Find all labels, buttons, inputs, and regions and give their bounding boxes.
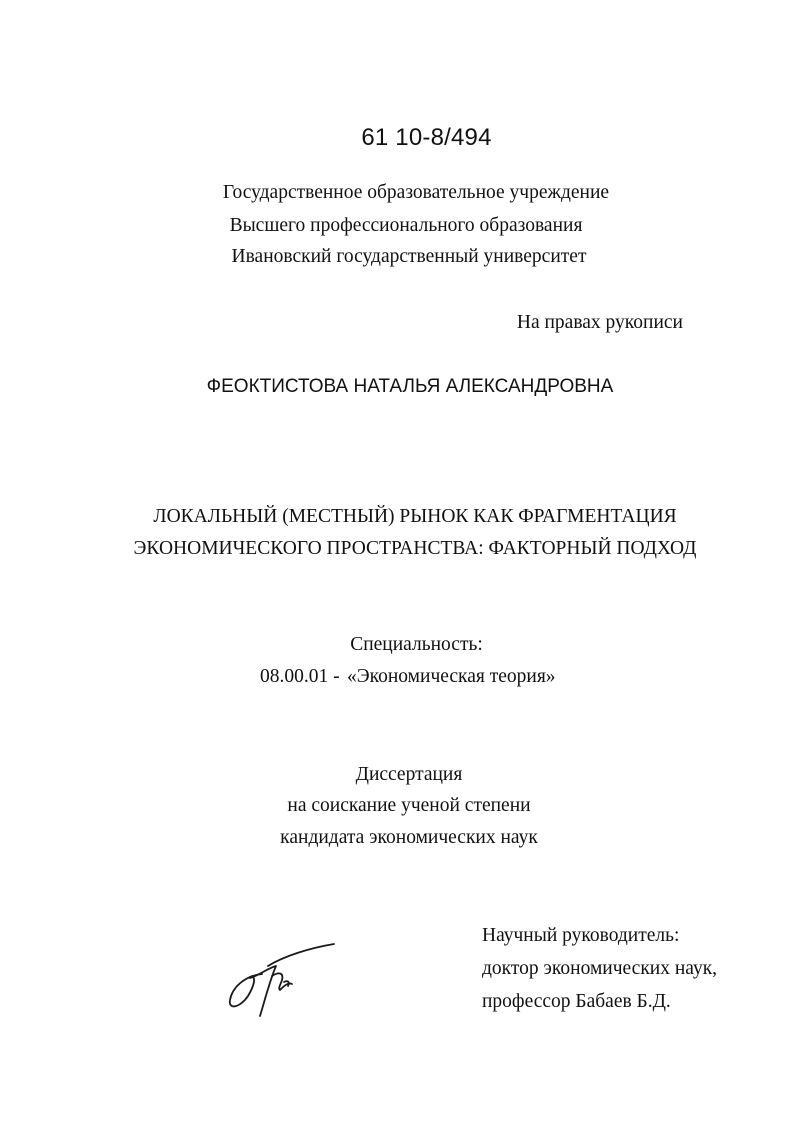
advisor-name: профессор Бабаев Б.Д.: [482, 991, 671, 1012]
institution-line-1: Государственное образовательное учреждение: [222, 182, 610, 203]
thesis-title-line-2: ЭКОНОМИЧЕСКОГО ПРОСТРАНСТВА: ФАКТОРНЫЙ ПОДХОД: [133, 538, 697, 559]
degree-name: кандидата экономических наук: [280, 827, 538, 848]
catalog-code: 61 10-8/494: [361, 124, 492, 151]
degree-purpose: на соискание ученой степени: [287, 795, 531, 816]
thesis-title-line-1: ЛОКАЛЬНЫЙ (МЕСТНЫЙ) РЫНОК КАК ФРАГМЕНТАЦИЯ: [153, 506, 677, 527]
advisor-degree: доктор экономических наук,: [482, 958, 718, 979]
institution-line-2: Высшего профессионального образования: [229, 215, 583, 236]
institution-line-3: Ивановский государственный университет: [231, 246, 587, 267]
author-name: ФЕОКТИСТОВА НАТАЛЬЯ АЛЕКСАНДРОВНА: [206, 376, 614, 397]
specialty-name: «Экономическая теория»: [347, 666, 556, 687]
advisor-label: Научный руководитель:: [482, 925, 680, 946]
specialty-code: 08.00.01 -: [260, 666, 340, 687]
handwritten-signature-icon: [222, 936, 342, 1026]
specialty-label: Специальность:: [350, 634, 483, 655]
rights-note: На правах рукописи: [516, 312, 683, 333]
dissertation-type: Диссертация: [355, 764, 463, 785]
